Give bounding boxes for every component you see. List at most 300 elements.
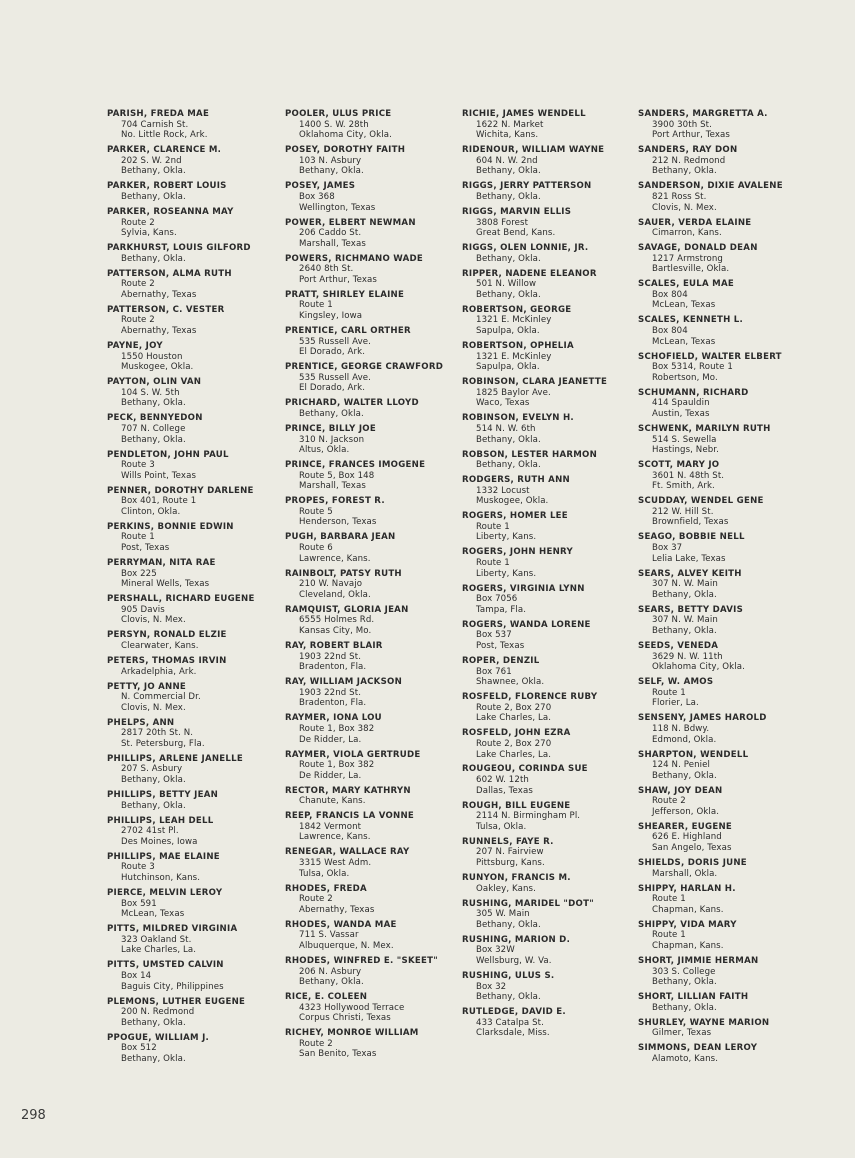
entry-address-line: 501 N. Willow	[476, 279, 537, 290]
entry-address-line: Oklahoma City, Okla.	[652, 662, 745, 673]
directory-entry	[107, 997, 277, 1029]
entry-address-line: 210 W. Navajo	[299, 579, 363, 590]
directory-entry	[107, 888, 277, 920]
entry-address-line: Clinton, Okla.	[121, 506, 181, 517]
directory-entry	[107, 522, 277, 554]
entry-name: PATTERSON, C. VESTER	[107, 304, 225, 315]
entry-name: ROGERS, VIRGINIA LYNN	[462, 583, 585, 594]
directory-entry	[638, 352, 808, 384]
entry-address-line: Route 6	[299, 543, 333, 554]
entry-address-line: 1550 Houston	[121, 351, 183, 362]
entry-name: RAYMER, VIOLA GERTRUDE	[285, 749, 421, 760]
directory-entry	[462, 837, 632, 869]
entry-address-line: Route 2	[121, 217, 155, 228]
entry-address-line: Corpus Christi, Texas	[299, 1013, 391, 1024]
entry-name: SHIPPY, VIDA MARY	[638, 919, 737, 930]
entry-address-line: Austin, Texas	[652, 408, 710, 419]
entry-name: PAYNE, JOY	[107, 341, 163, 352]
entry-address-line: 202 S. W. 2nd	[121, 155, 182, 166]
entry-address-line: 1903 22nd St.	[299, 651, 362, 662]
entry-name: POSEY, DOROTHY FAITH	[285, 145, 406, 156]
entry-name: PERSYN, RONALD ELZIE	[107, 630, 227, 641]
directory-entry	[107, 305, 277, 337]
directory-entry	[462, 243, 632, 264]
entry-name: ROUGH, BILL EUGENE	[462, 800, 571, 811]
entry-name: PETERS, THOMAS IRVIN	[107, 655, 227, 666]
entry-address-line: Bethany, Okla.	[121, 775, 186, 786]
entry-address-line: Route 2	[299, 1038, 333, 1049]
directory-entry	[107, 816, 277, 848]
entry-name: SIMMONS, DEAN LEROY	[638, 1043, 758, 1054]
entry-address-line: 2114 N. Birmingham Pl.	[476, 811, 581, 822]
entry-name: ROSFELD, JOHN EZRA	[462, 728, 571, 739]
entry-address-line: Florier, La.	[652, 698, 699, 709]
entry-address-line: Sapulpa, Okla.	[476, 362, 540, 373]
directory-entry	[285, 920, 455, 952]
entry-name: PPOGUE, WILLIAM J.	[107, 1032, 210, 1043]
entry-address-line: Liberty, Kans.	[476, 532, 537, 543]
entry-address-line: Route 1	[121, 532, 155, 543]
directory-entry	[107, 630, 277, 651]
entry-address-line: Route 3	[121, 460, 155, 471]
entry-address-line: Route 2	[652, 796, 686, 807]
entry-address-line: 1332 Locust	[476, 485, 530, 496]
entry-address-line: Waco, Texas	[476, 398, 530, 409]
entry-address-line: Lake Charles, La.	[476, 713, 552, 724]
entry-address-line: 1825 Baylor Ave.	[476, 387, 551, 398]
directory-entry	[107, 109, 277, 141]
entry-address-line: Sapulpa, Okla.	[476, 326, 540, 337]
entry-address-line: Bethany, Okla.	[652, 770, 717, 781]
directory-entry	[285, 811, 455, 843]
entry-address-line: 207 S. Asbury	[121, 764, 183, 775]
entry-address-line: 3808 Forest	[476, 217, 529, 228]
entry-address-line: Box 5314, Route 1	[652, 362, 733, 373]
entry-name: POWERS, RICHMANO WADE	[285, 253, 424, 264]
entry-address-line: Bethany, Okla.	[299, 408, 364, 419]
entry-name: PHILLIPS, BETTY JEAN	[107, 790, 219, 801]
entry-address-line: Route 2, Box 270	[476, 702, 552, 713]
entry-address-line: 1400 S. W. 28th	[299, 119, 369, 130]
entry-address-line: Pittsburg, Kans.	[476, 858, 545, 869]
directory-entry	[638, 388, 808, 420]
entry-name: SCUDDAY, WENDEL GENE	[638, 496, 764, 507]
entry-name: RENEGAR, WALLACE RAY	[285, 847, 410, 858]
entry-address-line: Port Arthur, Texas	[652, 130, 730, 141]
entry-name: ROSFELD, FLORENCE RUBY	[462, 692, 598, 703]
entry-address-line: 704 Carnish St.	[121, 119, 189, 130]
entry-address-line: Bartlesville, Okla.	[652, 264, 730, 275]
entry-name: SHORT, LILLIAN FAITH	[638, 992, 749, 1003]
entry-address-line: 905 Davis	[121, 604, 165, 615]
entry-address-line: 1321 E. McKinley	[476, 315, 552, 326]
entry-name: SANDERS, MARGRETTA A.	[638, 109, 768, 119]
entry-name: RHODES, FREDA	[285, 883, 367, 894]
entry-address-line: Box 368	[299, 191, 335, 202]
entry-address-line: 305 W. Main	[476, 909, 530, 920]
directory-column	[462, 109, 632, 1043]
entry-address-line: N. Commercial Dr.	[121, 692, 201, 703]
entry-address-line: Marshall, Okla.	[652, 868, 718, 879]
entry-name: SENSENY, JAMES HAROLD	[638, 713, 767, 724]
entry-address-line: Bethany, Okla.	[652, 977, 717, 988]
entry-address-line: Wichita, Kans.	[476, 130, 539, 141]
entry-address-line: 433 Catalpa St.	[476, 1017, 544, 1028]
entry-name: RIGGS, JERRY PATTERSON	[462, 181, 592, 192]
entry-name: ROGERS, HOMER LEE	[462, 511, 568, 522]
entry-name: RODGERS, RUTH ANN	[462, 475, 570, 486]
directory-entry	[638, 460, 808, 492]
directory-entry	[462, 899, 632, 931]
directory-entry	[285, 677, 455, 709]
entry-address-line: Route 1, Box 382	[299, 723, 375, 734]
entry-address-line: Tulsa, Okla.	[476, 821, 527, 832]
entry-name: PRATT, SHIRLEY ELAINE	[285, 289, 405, 300]
directory-column	[638, 109, 808, 1069]
directory-entry	[638, 992, 808, 1013]
entry-address-line: Bradenton, Fla.	[299, 698, 367, 709]
entry-name: PETTY, JO ANNE	[107, 681, 187, 692]
entry-name: SHARPTON, WENDELL	[638, 749, 749, 760]
directory-entry	[638, 677, 808, 709]
entry-address-line: Clovis, N. Mex.	[652, 202, 717, 213]
entry-name: RUTLEDGE, DAVID E.	[462, 1007, 566, 1018]
entry-name: RIGGS, OLEN LONNIE, JR.	[462, 243, 589, 254]
directory-entry	[107, 656, 277, 677]
directory-entry	[638, 279, 808, 311]
entry-address-line: Liberty, Kans.	[476, 568, 537, 579]
entry-address-line: Sylvia, Kans.	[121, 228, 177, 239]
directory-entry	[285, 956, 455, 988]
directory-entry	[638, 243, 808, 275]
directory-entry	[462, 584, 632, 616]
directory-entry	[638, 424, 808, 456]
entry-name: PRINCE, BILLY JOE	[285, 423, 376, 434]
entry-name: SAVAGE, DONALD DEAN	[638, 243, 758, 254]
entry-address-line: Bethany, Okla.	[121, 191, 186, 202]
entry-name: POOLER, ULUS PRICE	[285, 109, 392, 119]
directory-entry	[285, 326, 455, 358]
entry-address-line: 1321 E. McKinley	[476, 351, 552, 362]
directory-entry	[462, 728, 632, 760]
entry-address-line: 124 N. Peniel	[652, 760, 710, 771]
directory-entry	[285, 145, 455, 177]
entry-address-line: Bethany, Okla.	[121, 800, 186, 811]
entry-address-line: Box 225	[121, 568, 157, 579]
entry-address-line: Box 32W	[476, 945, 515, 956]
directory-entry	[462, 764, 632, 796]
directory-column	[285, 109, 455, 1064]
directory-entry	[462, 181, 632, 202]
directory-entry	[107, 682, 277, 714]
entry-name: PLEMONS, LUTHER EUGENE	[107, 996, 246, 1007]
entry-address-line: 212 W. Hill St.	[652, 506, 714, 517]
entry-address-line: 104 S. W. 5th	[121, 387, 180, 398]
entry-name: ROBSON, LESTER HARMON	[462, 449, 598, 460]
directory-entry	[107, 1033, 277, 1065]
entry-address-line: 206 N. Asbury	[299, 966, 362, 977]
entry-address-line: Bethany, Okla.	[476, 166, 541, 177]
entry-address-line: Dallas, Texas	[476, 785, 533, 796]
entry-address-line: Albuquerque, N. Mex.	[299, 940, 394, 951]
directory-entry	[107, 718, 277, 750]
entry-address-line: 307 N. W. Main	[652, 615, 718, 626]
entry-address-line: Wellington, Texas	[299, 202, 376, 213]
directory-entry	[107, 341, 277, 373]
entry-address-line: Chanute, Kans.	[299, 796, 366, 807]
directory-entry	[638, 920, 808, 952]
entry-address-line: 514 N. W. 6th	[476, 423, 536, 434]
entry-address-line: 3629 N. W. 11th	[652, 651, 723, 662]
directory-entry	[638, 109, 808, 141]
entry-address-line: 118 N. Bdwy.	[652, 723, 710, 734]
directory-entry	[285, 641, 455, 673]
entry-name: SCHWENK, MARILYN RUTH	[638, 423, 771, 434]
entry-address-line: Box 401, Route 1	[121, 496, 197, 507]
entry-address-line: 626 E. Highland	[652, 832, 722, 843]
entry-name: SEARS, BETTY DAVIS	[638, 604, 744, 615]
entry-address-line: Route 3	[121, 862, 155, 873]
entry-address-line: Lawrence, Kans.	[299, 553, 371, 564]
entry-name: PARKER, CLARENCE M.	[107, 145, 222, 156]
entry-address-line: Bethany, Okla.	[476, 919, 541, 930]
directory-entry	[285, 1028, 455, 1060]
entry-address-line: Des Moines, Iowa	[121, 836, 198, 847]
directory-entry	[285, 884, 455, 916]
entry-address-line: 1842 Vermont	[299, 821, 362, 832]
entry-address-line: 6555 Holmes Rd.	[299, 615, 375, 626]
entry-address-line: 602 W. 12th	[476, 775, 529, 786]
entry-name: ROUGEOU, CORINDA SUE	[462, 764, 588, 775]
entry-address-line: Muskogee, Okla.	[476, 496, 549, 507]
entry-name: RAY, ROBERT BLAIR	[285, 640, 383, 651]
entry-name: SELF, W. AMOS	[638, 677, 714, 688]
entry-name: PIERCE, MELVIN LEROY	[107, 887, 223, 898]
entry-address-line: 2640 8th St.	[299, 264, 354, 275]
entry-address-line: Great Bend, Kans.	[476, 228, 556, 239]
directory-entry	[638, 569, 808, 601]
directory-entry	[638, 713, 808, 745]
entry-name: PHELPS, ANN	[107, 717, 175, 728]
directory-entry	[285, 290, 455, 322]
entry-address-line: 821 Ross St.	[652, 191, 707, 202]
entry-name: REEP, FRANCIS LA VONNE	[285, 811, 415, 822]
entry-address-line: 4323 Hollywood Terrace	[299, 1002, 405, 1013]
entry-address-line: Route 2	[121, 315, 155, 326]
entry-address-line: 414 Spauldin	[652, 398, 710, 409]
directory-entry	[638, 1018, 808, 1039]
directory-entry	[285, 398, 455, 419]
entry-address-line: Bethany, Okla.	[476, 191, 541, 202]
entry-name: PRICHARD, WALTER LLOYD	[285, 398, 419, 409]
entry-address-line: Route 1	[476, 521, 510, 532]
entry-address-line: Lake Charles, La.	[121, 945, 197, 956]
entry-address-line: San Benito, Texas	[299, 1049, 377, 1060]
entry-address-line: 535 Russell Ave.	[299, 372, 371, 383]
entry-name: SAUER, VERDA ELAINE	[638, 217, 752, 228]
entry-address-line: Oklahoma City, Okla.	[299, 130, 392, 141]
entry-address-line: 3900 30th St.	[652, 119, 712, 130]
entry-name: PARKER, ROSEANNA MAY	[107, 206, 234, 217]
entry-address-line: Box 804	[652, 289, 688, 300]
directory-entry	[638, 1043, 808, 1064]
page-number: 298	[21, 1108, 46, 1123]
entry-address-line: Bethany, Okla.	[652, 626, 717, 636]
directory-column	[107, 109, 277, 1069]
directory-entry	[462, 656, 632, 688]
entry-address-line: Route 2, Box 270	[476, 738, 552, 749]
entry-address-line: Clearwater, Kans.	[121, 640, 199, 651]
entry-address-line: Tampa, Fla.	[476, 604, 527, 615]
entry-address-line: Bethany, Okla.	[121, 253, 186, 264]
entry-name: PHILLIPS, LEAH DELL	[107, 815, 214, 826]
entry-address-line: 323 Oakland St.	[121, 934, 192, 945]
entry-address-line: Hastings, Nebr.	[652, 445, 719, 456]
entry-name: RIDENOUR, WILLIAM WAYNE	[462, 145, 605, 156]
entry-address-line: Bethany, Okla.	[121, 434, 186, 445]
entry-address-line: Chapman, Kans.	[652, 940, 724, 951]
directory-entry	[285, 109, 455, 141]
directory-entry	[462, 511, 632, 543]
directory-entry	[107, 754, 277, 786]
entry-name: PRINCE, FRANCES IMOGENE	[285, 460, 426, 471]
entry-address-line: McLean, Texas	[121, 909, 185, 920]
entry-name: SHIPPY, HARLAN H.	[638, 883, 736, 894]
directory-entry	[107, 558, 277, 590]
entry-name: SHEARER, EUGENE	[638, 821, 733, 832]
entry-name: PERRYMAN, NITA RAE	[107, 558, 216, 569]
entry-name: ROBINSON, CLARA JEANETTE	[462, 377, 608, 388]
entry-address-line: 103 N. Asbury	[299, 155, 362, 166]
entry-name: SEARS, ALVEY KEITH	[638, 568, 742, 579]
entry-name: RAY, WILLIAM JACKSON	[285, 677, 403, 688]
entry-address-line: Henderson, Texas	[299, 517, 377, 528]
directory-entry	[638, 956, 808, 988]
entry-name: SCHUMANN, RICHARD	[638, 387, 749, 398]
entry-address-line: Box 512	[121, 1043, 157, 1054]
entry-address-line: Bethany, Okla.	[299, 977, 364, 988]
entry-address-line: Route 1	[652, 930, 686, 941]
directory-entry	[462, 450, 632, 471]
entry-name: SANDERSON, DIXIE AVALENE	[638, 181, 783, 192]
entry-name: POSEY, JAMES	[285, 181, 356, 192]
entry-name: RAYMER, IONA LOU	[285, 713, 382, 724]
entry-address-line: Shawnee, Okla.	[476, 677, 545, 688]
entry-name: ROPER, DENZIL	[462, 655, 540, 666]
entry-address-line: Bethany, Okla.	[476, 992, 541, 1003]
entry-name: PRENTICE, GEORGE CRAWFORD	[285, 362, 444, 373]
entry-address-line: Route 1	[652, 894, 686, 905]
entry-name: SHIELDS, DORIS JUNE	[638, 858, 747, 869]
entry-address-line: Cimarron, Kans.	[652, 228, 722, 239]
directory-entry	[462, 971, 632, 1003]
entry-name: ROBINSON, EVELYN H.	[462, 413, 574, 424]
entry-address-line: Marshall, Texas	[299, 238, 366, 249]
entry-name: RIGGS, MARVIN ELLIS	[462, 206, 572, 217]
entry-address-line: 604 N. W. 2nd	[476, 155, 538, 166]
entry-name: RUNNELS, FAYE R.	[462, 836, 554, 847]
entry-address-line: Box 37	[652, 543, 683, 554]
directory-entry	[107, 269, 277, 301]
entry-address-line: Robertson, Mo.	[652, 372, 718, 383]
directory-entry	[462, 873, 632, 894]
entry-address-line: Clovis, N. Mex.	[121, 702, 186, 713]
entry-address-line: 2817 20th St. N.	[121, 728, 194, 739]
directory-entry	[638, 315, 808, 347]
entry-address-line: Marshall, Texas	[299, 481, 366, 492]
entry-name: PHILLIPS, MAE ELAINE	[107, 851, 220, 862]
entry-address-line: San Angelo, Texas	[652, 843, 732, 854]
entry-name: RECTOR, MARY KATHRYN	[285, 785, 411, 796]
entry-address-line: 206 Caddo St.	[299, 228, 362, 239]
directory-entry	[462, 801, 632, 833]
entry-name: SEAGO, BOBBIE NELL	[638, 532, 745, 543]
directory-entry	[285, 605, 455, 637]
entry-name: PARISH, FREDA MAE	[107, 109, 210, 119]
directory-entry	[107, 960, 277, 992]
directory-entry	[285, 569, 455, 601]
entry-name: RAMQUIST, GLORIA JEAN	[285, 604, 409, 615]
entry-address-line: Arkadelphia, Ark.	[121, 666, 197, 677]
entry-address-line: Bethany, Okla.	[121, 1053, 186, 1064]
directory-entry	[285, 713, 455, 745]
entry-name: ROGERS, JOHN HENRY	[462, 547, 573, 558]
directory-entry	[462, 692, 632, 724]
entry-address-line: Lawrence, Kans.	[299, 832, 371, 843]
entry-name: SEEDS, VENEDA	[638, 640, 719, 651]
directory-entry	[462, 109, 632, 141]
entry-address-line: Bethany, Okla.	[652, 589, 717, 600]
entry-address-line: Bethany, Okla.	[299, 166, 364, 177]
entry-name: PAYTON, OLIN VAN	[107, 377, 202, 388]
entry-address-line: Lelia Lake, Texas	[652, 553, 726, 564]
directory-entry	[107, 486, 277, 518]
entry-address-line: De Ridder, La.	[299, 734, 362, 745]
directory-entry	[285, 496, 455, 528]
directory-entry	[462, 620, 632, 652]
entry-address-line: Post, Texas	[121, 543, 170, 554]
directory-entry	[462, 145, 632, 177]
entry-address-line: 3601 N. 48th St.	[652, 470, 725, 481]
entry-name: PARKER, ROBERT LOUIS	[107, 181, 227, 192]
directory-entry	[107, 594, 277, 626]
entry-address-line: Gilmer, Texas	[652, 1028, 712, 1039]
entry-name: PUGH, BARBARA JEAN	[285, 532, 396, 543]
entry-address-line: Bethany, Okla.	[476, 434, 541, 445]
entry-name: RAINBOLT, PATSY RUTH	[285, 568, 402, 579]
entry-address-line: Abernathy, Texas	[121, 289, 197, 300]
directory-entry	[107, 413, 277, 445]
entry-address-line: Baguis City, Philippines	[121, 981, 224, 992]
entry-address-line: 200 N. Redmond	[121, 1007, 195, 1018]
directory-entry	[462, 305, 632, 337]
entry-address-line: Clovis, N. Mex.	[121, 615, 186, 626]
entry-name: PHILLIPS, ARLENE JANELLE	[107, 753, 243, 764]
entry-address-line: Bradenton, Fla.	[299, 662, 367, 673]
directory-entry	[462, 547, 632, 579]
entry-address-line: Route 1	[476, 558, 510, 569]
directory-entry	[107, 450, 277, 482]
entry-address-line: Abernathy, Texas	[299, 904, 375, 915]
directory-entry	[285, 847, 455, 879]
entry-name: SANDERS, RAY DON	[638, 145, 738, 156]
entry-name: RUNYON, FRANCIS M.	[462, 873, 571, 883]
entry-address-line: Kingsley, Iowa	[299, 311, 363, 322]
entry-address-line: Bethany, Okla.	[476, 253, 541, 264]
directory-entry	[462, 1007, 632, 1039]
entry-name: ROGERS, WANDA LORENE	[462, 619, 591, 630]
entry-name: PECK, BENNYEDON	[107, 413, 203, 424]
